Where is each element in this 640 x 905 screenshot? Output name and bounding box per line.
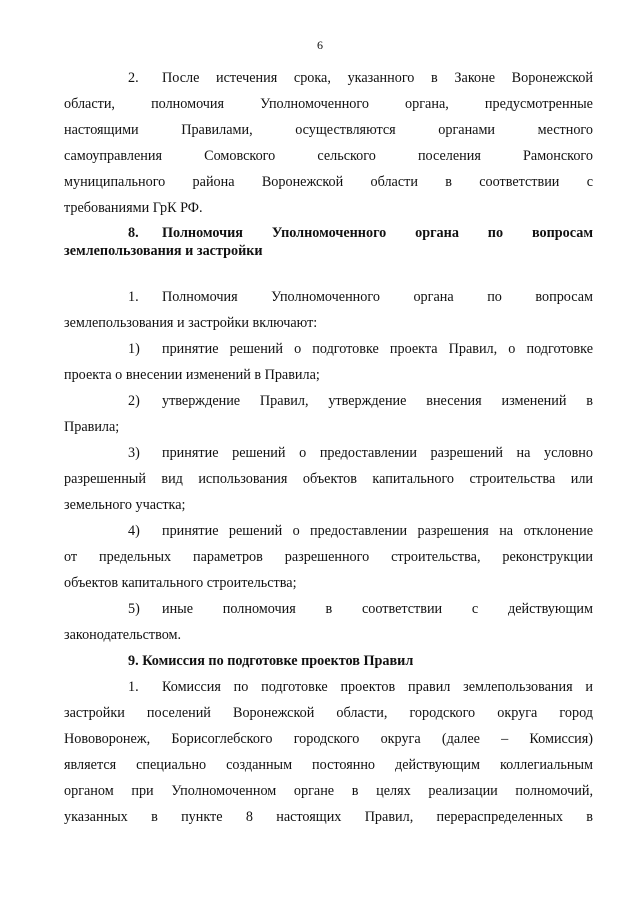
item-3-number: 3) <box>128 445 140 461</box>
item-5-line-1: иные полномочия в соответствии с действующим <box>162 601 593 617</box>
item-1-line-2: проекта о внесении изменений в Правила; <box>64 367 320 383</box>
p1-line-4: самоуправления Сомовского сельского поселения Рамонского <box>64 148 593 164</box>
item-4-line-2: от предельных параметров разрешенного строительства, реконструкции <box>64 549 593 565</box>
heading-8-number: 8. <box>128 225 139 241</box>
p1-number: 2. <box>128 70 139 86</box>
p3-line-4: является специально созданным постоянно действующим коллегиальным <box>64 757 593 773</box>
item-3-line-2: разрешенный вид использования объектов капитального строительства или <box>64 471 593 487</box>
page-number: 6 <box>317 38 323 52</box>
heading-9: 9. Комиссия по подготовке проектов Правил <box>128 653 414 669</box>
p3-number: 1. <box>128 679 139 695</box>
p3-line-3: Нововоронеж, Борисоглебского городского округа (далее – Комиссия) <box>64 731 593 747</box>
p2-number: 1. <box>128 289 139 305</box>
p1-line-2: области, полномочия Уполномоченного органа, предусмотренные <box>64 96 593 112</box>
p1-line-3: настоящими Правилами, осуществляются органами местного <box>64 122 593 138</box>
heading-8-line-2: землепользования и застройки <box>64 243 263 259</box>
p1-line-1: После истечения срока, указанного в Законе Воронежской <box>162 70 593 86</box>
item-4-line-3: объектов капитального строительства; <box>64 575 297 591</box>
item-2-line-2: Правила; <box>64 419 120 435</box>
item-2-number: 2) <box>128 393 140 409</box>
p3-line-2: застройки поселений Воронежской области, городского округа город <box>64 705 593 721</box>
p3-line-1: Комиссия по подготовке проектов правил землепользования и <box>162 679 593 695</box>
item-4-number: 4) <box>128 523 140 539</box>
p1-line-5: муниципального района Воронежской области в соответствии с <box>64 174 593 190</box>
p3-line-6: указанных в пункте 8 настоящих Правил, перераспределенных в <box>64 809 593 825</box>
item-1-line-1: принятие решений о подготовке проекта Правил, о подготовке <box>162 341 593 357</box>
item-3-line-3: земельного участка; <box>64 497 186 513</box>
item-4-line-1: принятие решений о предоставлении разрешения на отклонение <box>162 523 593 539</box>
item-2-line-1: утверждение Правил, утверждение внесения изменений в <box>162 393 593 409</box>
item-1-number: 1) <box>128 341 140 357</box>
p3-line-5: органом при Уполномоченном органе в целях реализации полномочий, <box>64 783 593 799</box>
item-5-line-2: законодательством. <box>64 627 182 643</box>
p2-line-1: Полномочия Уполномоченного органа по вопросам <box>162 289 593 305</box>
p1-line-6: требованиями ГрК РФ. <box>64 200 203 216</box>
item-3-line-1: принятие решений о предоставлении разрешений на условно <box>162 445 593 461</box>
item-5-number: 5) <box>128 601 140 617</box>
heading-8-line-1: Полномочия Уполномоченного органа по вопросам <box>162 225 593 241</box>
p2-line-2: землепользования и застройки включают: <box>64 315 318 331</box>
